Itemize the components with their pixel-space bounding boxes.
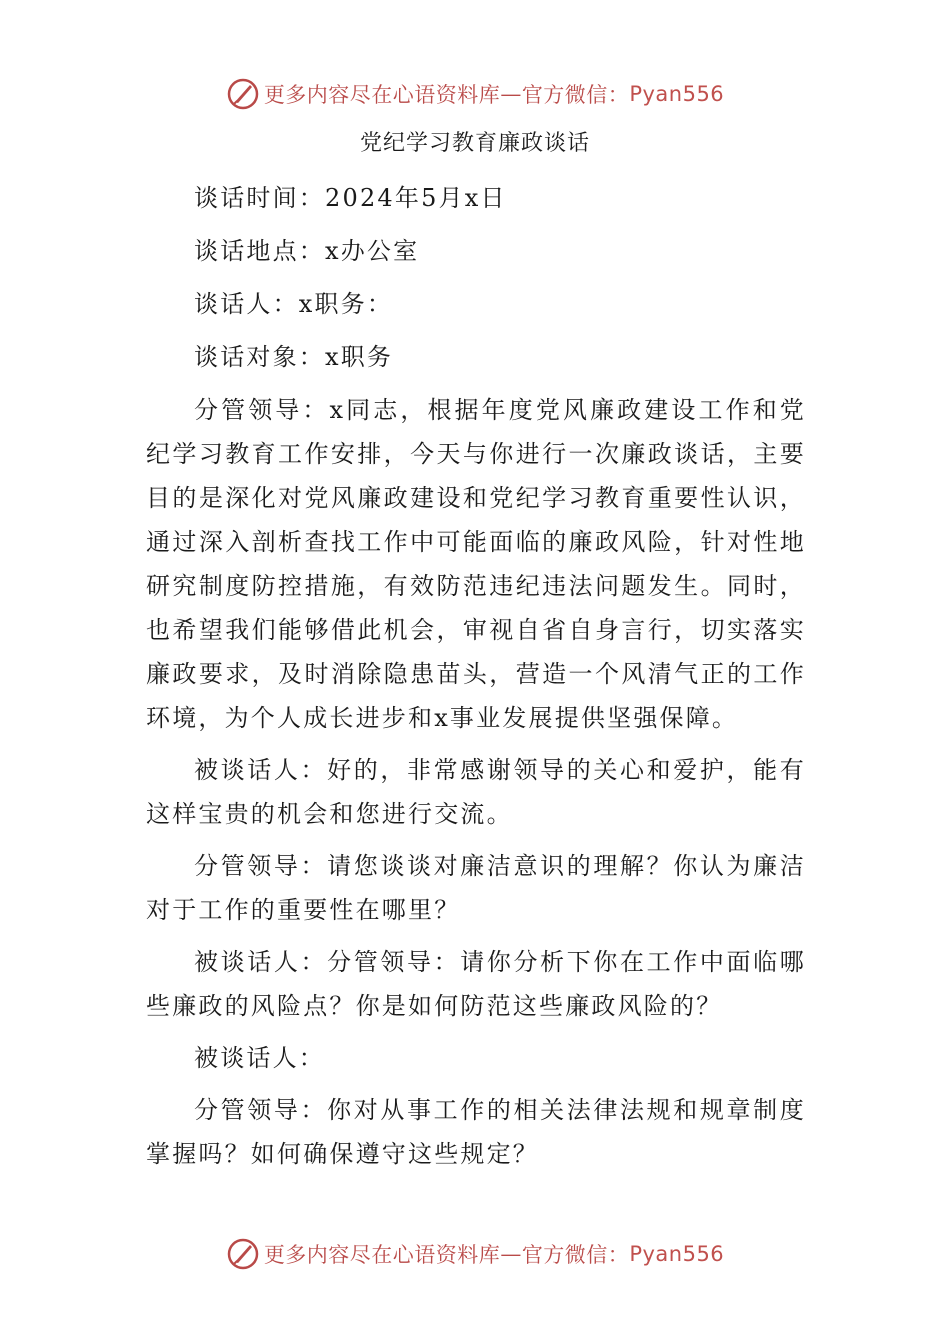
banner-wechat-id: Pyan556 — [629, 82, 725, 106]
banner-wechat-id: Pyan556 — [629, 1242, 725, 1266]
banner-text: 更多内容尽在心语资料库 — [263, 83, 501, 107]
banner-wechat-label: 官方微信： — [521, 83, 630, 107]
meta-time: 谈话时间：2024年5月x日 — [194, 184, 507, 212]
banner-dash: — — [500, 82, 522, 106]
paragraph: 分管领导：请您谈谈对廉洁意识的理解？你认为廉洁对于工作的重要性在哪里？ — [146, 852, 806, 924]
document-title: 党纪学习教育廉政谈话 — [359, 131, 590, 156]
paragraph: 被谈话人： — [194, 1044, 325, 1072]
paragraph: 被谈话人：分管领导：请你分析下你在工作中面临哪些廉政的风险点？你是如何防范这些廉政风险的？ — [146, 948, 806, 1020]
paragraph: 分管领导：x同志，根据年度党风廉政建设工作和党纪学习教育工作安排，今天与你进行一次廉政谈话，主要目的是深化对党风廉政建设和党纪学习教育重要性认识，通过深入剖析查找工作中可能面临的廉政风险，针对性地研究制度防控措施，有效防范违纪违法问题发生。同时，也希望我们能够借此机会，审视自省自身言行，切实落实廉政要求，及时消除隐患苗头，营造一个风清气正的工作环境，为个人成长进步和x事业发展提供坚强保障。 — [146, 396, 806, 732]
meta-interviewee: 谈话对象：x职务 — [194, 343, 394, 371]
quill-logo-icon — [226, 1237, 260, 1271]
meta-location: 谈话地点：x办公室 — [194, 237, 420, 265]
header-watermark-banner — [0, 74, 950, 114]
document-body — [146, 176, 806, 1184]
banner-text: 更多内容尽在心语资料库 — [263, 1243, 501, 1267]
banner-wechat-label: 官方微信： — [521, 1243, 630, 1267]
meta-interviewer: 谈话人：x职务： — [194, 290, 394, 318]
paragraph: 分管领导：你对从事工作的相关法律法规和规章制度掌握吗？如何确保遵守这些规定？ — [146, 1096, 806, 1168]
quill-logo-icon — [226, 77, 260, 111]
banner-dash: — — [500, 1242, 522, 1266]
paragraph: 被谈话人：好的，非常感谢领导的关心和爱护，能有这样宝贵的机会和您进行交流。 — [146, 756, 806, 828]
footer-watermark-banner — [0, 1234, 950, 1274]
